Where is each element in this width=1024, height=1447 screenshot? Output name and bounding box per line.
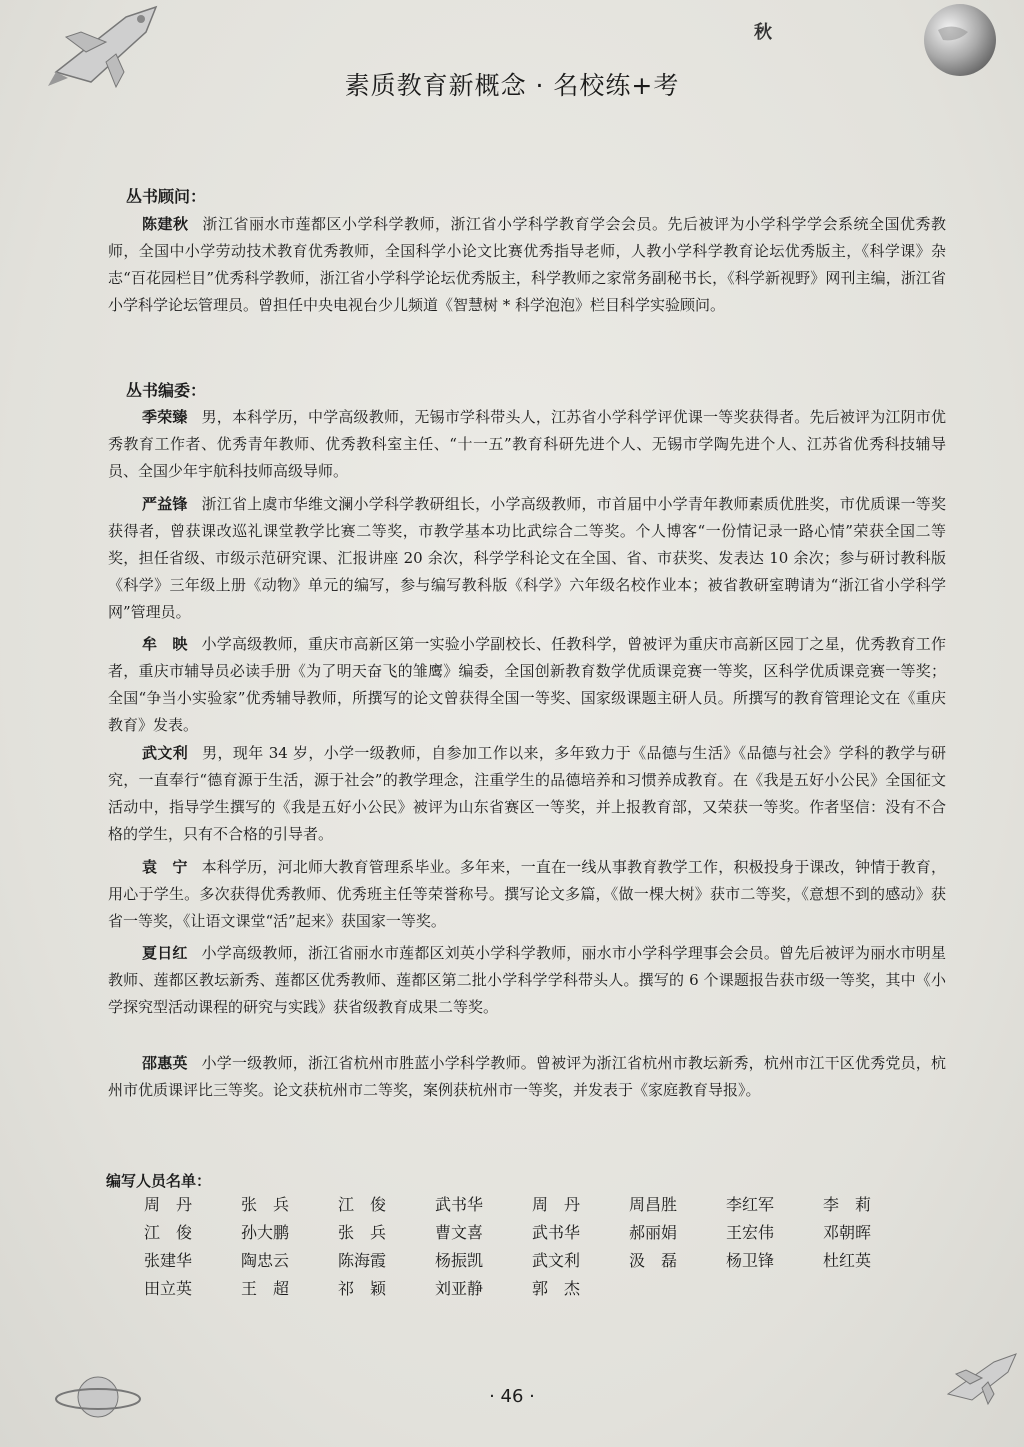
- staff-name: 武书华: [532, 1223, 581, 1242]
- staff-name: 周 丹: [144, 1195, 193, 1214]
- editor-bio: 浙江省上虞市华维文澜小学科学教研组长，小学高级教师，市首届中小学青年教师素质优胜奖，市优质课一等奖获得者，曾获课改巡礼课堂教学比赛二等奖，市教学基本功比武综合二等奖。个人博客“一份情记录一路心情”荣获全国二等奖，担任省级、市级示范研究课、汇报讲座 20 余次，科学学科论文在全国、省、市获奖、发表达 10 余次；参与研讨教科版《科学》三年级上册《动物》单元的编写，参与编写教科版《科学》六年级名校作业本；被省教研室聘请为“浙江省小学科学网”管理员。: [108, 495, 946, 621]
- advisor-name: 陈建秋: [142, 215, 189, 233]
- editor-name: 武文利: [142, 744, 189, 762]
- staff-name: 张建华: [144, 1251, 193, 1270]
- editor-bio: 小学一级教师，浙江省杭州市胜蓝小学科学教师。曾被评为浙江省杭州市教坛新秀，杭州市江干区优秀党员，杭州市优质课评比三等奖。论文获杭州市二等奖，案例获杭州市一等奖，并发表于《家庭教育导报》。: [108, 1054, 946, 1099]
- editor-name: 袁 宁: [142, 858, 188, 876]
- staff-name: 武文利: [532, 1251, 581, 1270]
- staff-name: 祁 颖: [338, 1279, 387, 1298]
- staff-name: 杨卫锋: [726, 1251, 775, 1270]
- staff-name: 周 丹: [532, 1195, 581, 1214]
- staff-name: 陶忠云: [241, 1251, 290, 1270]
- staff-heading: 编写人员名单：: [106, 1172, 212, 1190]
- editor-entry: [108, 1050, 946, 1104]
- editor-name: 夏日红: [142, 944, 188, 962]
- advisor-bio: 浙江省丽水市莲都区小学科学教师，浙江省小学科学教育学会会员。先后被评为小学科学学会系统全国优秀教师，全国中小学劳动技术教育优秀教师，全国科学小论文比赛优秀指导老师，人教小学科学教育论坛优秀版主，《科学课》杂志“百花园栏目”优秀科学教师，浙江省小学科学论坛优秀版主，科学教师之家常务副秘书长，《科学新视野》网刊主编，浙江省小学科学论坛管理员。曾担任中央电视台少儿频道《智慧树 * 科学泡泡》栏目科学实验顾问。: [108, 215, 946, 314]
- editor-bio: 男，现年 34 岁，小学一级教师，自参加工作以来，多年致力于《品德与生活》《品德与社会》学科的教学与研究，一直奉行“德育源于生活，源于社会”的教学理念，注重学生的品德培养和习惯养成教育。在《我是五好小公民》全国征文活动中，指导学生撰写的《我是五好小公民》被评为山东省赛区一等奖，并上报教育部，又荣获一等奖。作者坚信：没有不合格的学生，只有不合格的引导者。: [108, 744, 946, 843]
- editor-entry: [108, 631, 946, 739]
- advisor-entry: [108, 211, 946, 319]
- staff-name: 曹文喜: [435, 1223, 484, 1242]
- staff-name: 江 俊: [338, 1195, 387, 1214]
- staff-name: 李 莉: [823, 1195, 872, 1214]
- editor-entry: [108, 740, 946, 848]
- editor-entry: [108, 854, 946, 935]
- staff-name: 郝丽娟: [629, 1223, 678, 1242]
- staff-name: 陈海霞: [338, 1251, 387, 1270]
- staff-name: 周昌胜: [629, 1195, 678, 1214]
- editors-heading: 丛书编委：: [126, 381, 207, 400]
- editor-entry: [108, 404, 946, 485]
- staff-name: 杨振凯: [435, 1251, 484, 1270]
- editor-bio: 本科学历，河北师大教育管理系毕业。多年来，一直在一线从事教育教学工作，积极投身于课改，钟情于教育，用心于学生。多次获得优秀教师、优秀班主任等荣誉称号。撰写论文多篇，《做一棵大树》获市二等奖，《意想不到的感动》获省一等奖，《让语文课堂“活”起来》获国家一等奖。: [108, 858, 946, 930]
- advisors-heading: 丛书顾问：: [126, 187, 207, 206]
- staff-name: 郭 杰: [532, 1279, 581, 1298]
- editor-entry: [108, 940, 946, 1021]
- page-title: 素质教育新概念 · 名校练+考: [344, 71, 680, 100]
- staff-name: 江 俊: [144, 1223, 193, 1242]
- staff-name: 孙大鹏: [241, 1223, 290, 1242]
- staff-name: 汲 磊: [629, 1251, 678, 1270]
- page-number: · 46 ·: [489, 1386, 535, 1407]
- staff-name-grid: [144, 1192, 944, 1304]
- staff-name: 武书华: [435, 1195, 484, 1214]
- staff-name: 邓朝晖: [823, 1223, 872, 1242]
- staff-name: 田立英: [144, 1279, 193, 1298]
- staff-name: 张 兵: [338, 1223, 387, 1242]
- staff-name: 李红军: [726, 1195, 775, 1214]
- editor-bio: 小学高级教师，重庆市高新区第一实验小学副校长、任教科学，曾被评为重庆市高新区园丁之星，优秀教育工作者，重庆市辅导员必读手册《为了明天奋飞的雏鹰》编委，全国创新教育数学优质课竞赛一等奖，区科学优质课竞赛一等奖；全国“争当小实验家”优秀辅导教师，所撰写的论文曾获得全国一等奖、国家级课题主研人员。所撰写的教育管理论文在《重庆教育》发表。: [108, 635, 946, 734]
- staff-name: 张 兵: [241, 1195, 290, 1214]
- editor-bio: 小学高级教师，浙江省丽水市莲都区刘英小学科学教师，丽水市小学科学理事会会员。曾先后被评为丽水市明星教师、莲都区教坛新秀、莲都区优秀教师、莲都区第二批小学科学学科带头人。撰写的 6 个课题报告获市级一等奖，其中《小学探究型活动课程的研究与实践》获省级教育成果二等奖。: [108, 944, 946, 1016]
- editor-entry: [108, 491, 946, 626]
- editor-name: 牟 映: [142, 635, 188, 653]
- editor-bio: 男，本科学历，中学高级教师，无锡市学科带头人，江苏省小学科学评优课一等奖获得者。先后被评为江阴市优秀教育工作者、优秀青年教师、优秀教科室主任、“十一五”教育科研先进个人、无锡市学陶先进个人、江苏省优秀科技辅导员、全国少年宇航科技师高级导师。: [108, 408, 946, 480]
- staff-name: 杜红英: [823, 1251, 872, 1270]
- editor-name: 严益锋: [142, 495, 188, 513]
- staff-name: 王宏伟: [726, 1223, 775, 1242]
- staff-name: 王 超: [241, 1279, 290, 1298]
- editor-name: 季荣臻: [142, 408, 188, 426]
- season-label: 秋: [754, 22, 772, 43]
- staff-name: 刘亚静: [435, 1279, 484, 1298]
- editor-name: 邵惠英: [142, 1054, 188, 1072]
